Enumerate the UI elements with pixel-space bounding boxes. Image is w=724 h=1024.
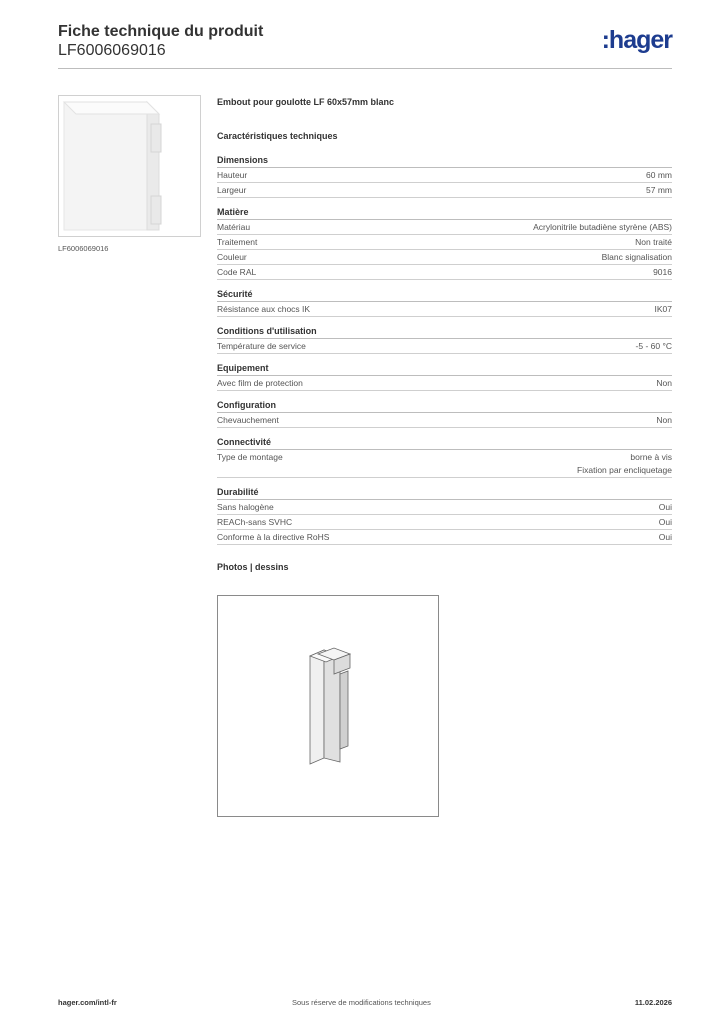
spec-value: 60 mm bbox=[646, 170, 672, 180]
product-name: Embout pour goulotte LF 60x57mm blanc bbox=[217, 97, 395, 107]
spec-section bbox=[217, 288, 672, 317]
spec-section bbox=[217, 362, 672, 391]
spec-label: REACh-sans SVHC bbox=[217, 517, 293, 527]
spec-sections bbox=[217, 154, 672, 545]
footer-website[interactable]: hager.com/intl-fr bbox=[58, 998, 117, 1007]
spec-value: Blanc signalisation bbox=[601, 252, 672, 262]
spec-label: Code RAL bbox=[217, 267, 257, 277]
spec-value: 57 mm bbox=[646, 185, 672, 195]
end-cap-front-icon bbox=[59, 96, 200, 236]
header-divider bbox=[58, 68, 672, 69]
spec-values bbox=[656, 414, 672, 427]
spec-content bbox=[217, 95, 672, 573]
spec-row bbox=[217, 220, 672, 235]
spec-values bbox=[659, 501, 672, 514]
tech-title: Caractéristiques techniques bbox=[217, 131, 338, 141]
spec-label: Traitement bbox=[217, 237, 258, 247]
spec-values bbox=[636, 340, 672, 353]
spec-label: Sans halogène bbox=[217, 502, 274, 512]
photos-title: Photos | dessins bbox=[217, 562, 289, 572]
spec-label: Matériau bbox=[217, 222, 251, 232]
spec-row bbox=[217, 413, 672, 428]
hager-logo: :hager bbox=[601, 26, 672, 54]
spec-values bbox=[577, 451, 672, 477]
section-title: Sécurité bbox=[217, 288, 672, 302]
spec-row bbox=[217, 265, 672, 280]
spec-label: Type de montage bbox=[217, 452, 283, 462]
spec-value: Oui bbox=[658, 532, 672, 542]
page-header bbox=[58, 22, 672, 68]
spec-row bbox=[217, 530, 672, 545]
spec-row bbox=[217, 302, 672, 317]
spec-value: Oui bbox=[658, 517, 672, 527]
spec-values bbox=[646, 169, 672, 182]
spec-values bbox=[656, 377, 672, 390]
spec-values bbox=[533, 221, 672, 234]
spec-values bbox=[635, 236, 672, 249]
spec-values bbox=[659, 516, 672, 529]
spec-label: Chevauchement bbox=[217, 415, 279, 425]
spec-value: Acrylonitrile butadiène styrène (ABS) bbox=[533, 222, 672, 232]
page-footer bbox=[58, 998, 672, 1010]
spec-values bbox=[646, 184, 672, 197]
section-title: Equipement bbox=[217, 362, 672, 376]
spec-row bbox=[217, 376, 672, 391]
product-image bbox=[58, 95, 201, 237]
spec-value: Non traité bbox=[635, 237, 672, 247]
section-title: Connectivité bbox=[217, 436, 672, 450]
footer-disclaimer: Sous réserve de modifications techniques bbox=[292, 998, 431, 1007]
footer-date: 11.02.2026 bbox=[634, 998, 672, 1007]
spec-values bbox=[602, 251, 672, 264]
product-image-caption: LF6006069016 bbox=[58, 244, 109, 253]
section-title: Configuration bbox=[217, 399, 672, 413]
spec-row bbox=[217, 450, 672, 478]
section-title: Matière bbox=[217, 206, 672, 220]
spec-row bbox=[217, 168, 672, 183]
spec-label: Conforme à la directive RoHS bbox=[217, 532, 330, 542]
spec-value: borne à vis bbox=[630, 452, 672, 462]
spec-section bbox=[217, 486, 672, 545]
spec-section bbox=[217, 436, 672, 478]
spec-section bbox=[217, 325, 672, 354]
spec-values bbox=[659, 531, 672, 544]
spec-row bbox=[217, 500, 672, 515]
spec-label: Hauteur bbox=[217, 170, 248, 180]
spec-value: -5 - 60 °C bbox=[635, 341, 672, 351]
spec-value: Non bbox=[656, 378, 672, 388]
product-drawing bbox=[217, 595, 439, 817]
spec-values bbox=[655, 303, 673, 316]
section-title: Conditions d'utilisation bbox=[217, 325, 672, 339]
spec-section bbox=[217, 206, 672, 280]
spec-row bbox=[217, 183, 672, 198]
spec-value: Oui bbox=[658, 502, 672, 512]
document-title: Fiche technique du produit bbox=[58, 23, 264, 40]
section-title: Durabilité bbox=[217, 486, 672, 500]
spec-value: Fixation par encliquetage bbox=[577, 465, 672, 475]
spec-label: Température de service bbox=[217, 341, 306, 351]
product-reference: LF6006069016 bbox=[58, 42, 166, 59]
spec-row bbox=[217, 515, 672, 530]
end-cap-drawing-icon bbox=[218, 596, 438, 816]
spec-row bbox=[217, 235, 672, 250]
spec-value: IK07 bbox=[654, 304, 672, 314]
spec-value: Non bbox=[656, 415, 672, 425]
spec-label: Avec film de protection bbox=[217, 378, 303, 388]
section-title: Dimensions bbox=[217, 154, 672, 168]
spec-section bbox=[217, 154, 672, 198]
spec-label: Couleur bbox=[217, 252, 247, 262]
spec-section bbox=[217, 399, 672, 428]
spec-row bbox=[217, 250, 672, 265]
spec-label: Largeur bbox=[217, 185, 247, 195]
spec-values bbox=[653, 266, 672, 279]
spec-value: 9016 bbox=[653, 267, 672, 277]
spec-label: Résistance aux chocs IK bbox=[217, 304, 311, 314]
spec-row bbox=[217, 339, 672, 354]
